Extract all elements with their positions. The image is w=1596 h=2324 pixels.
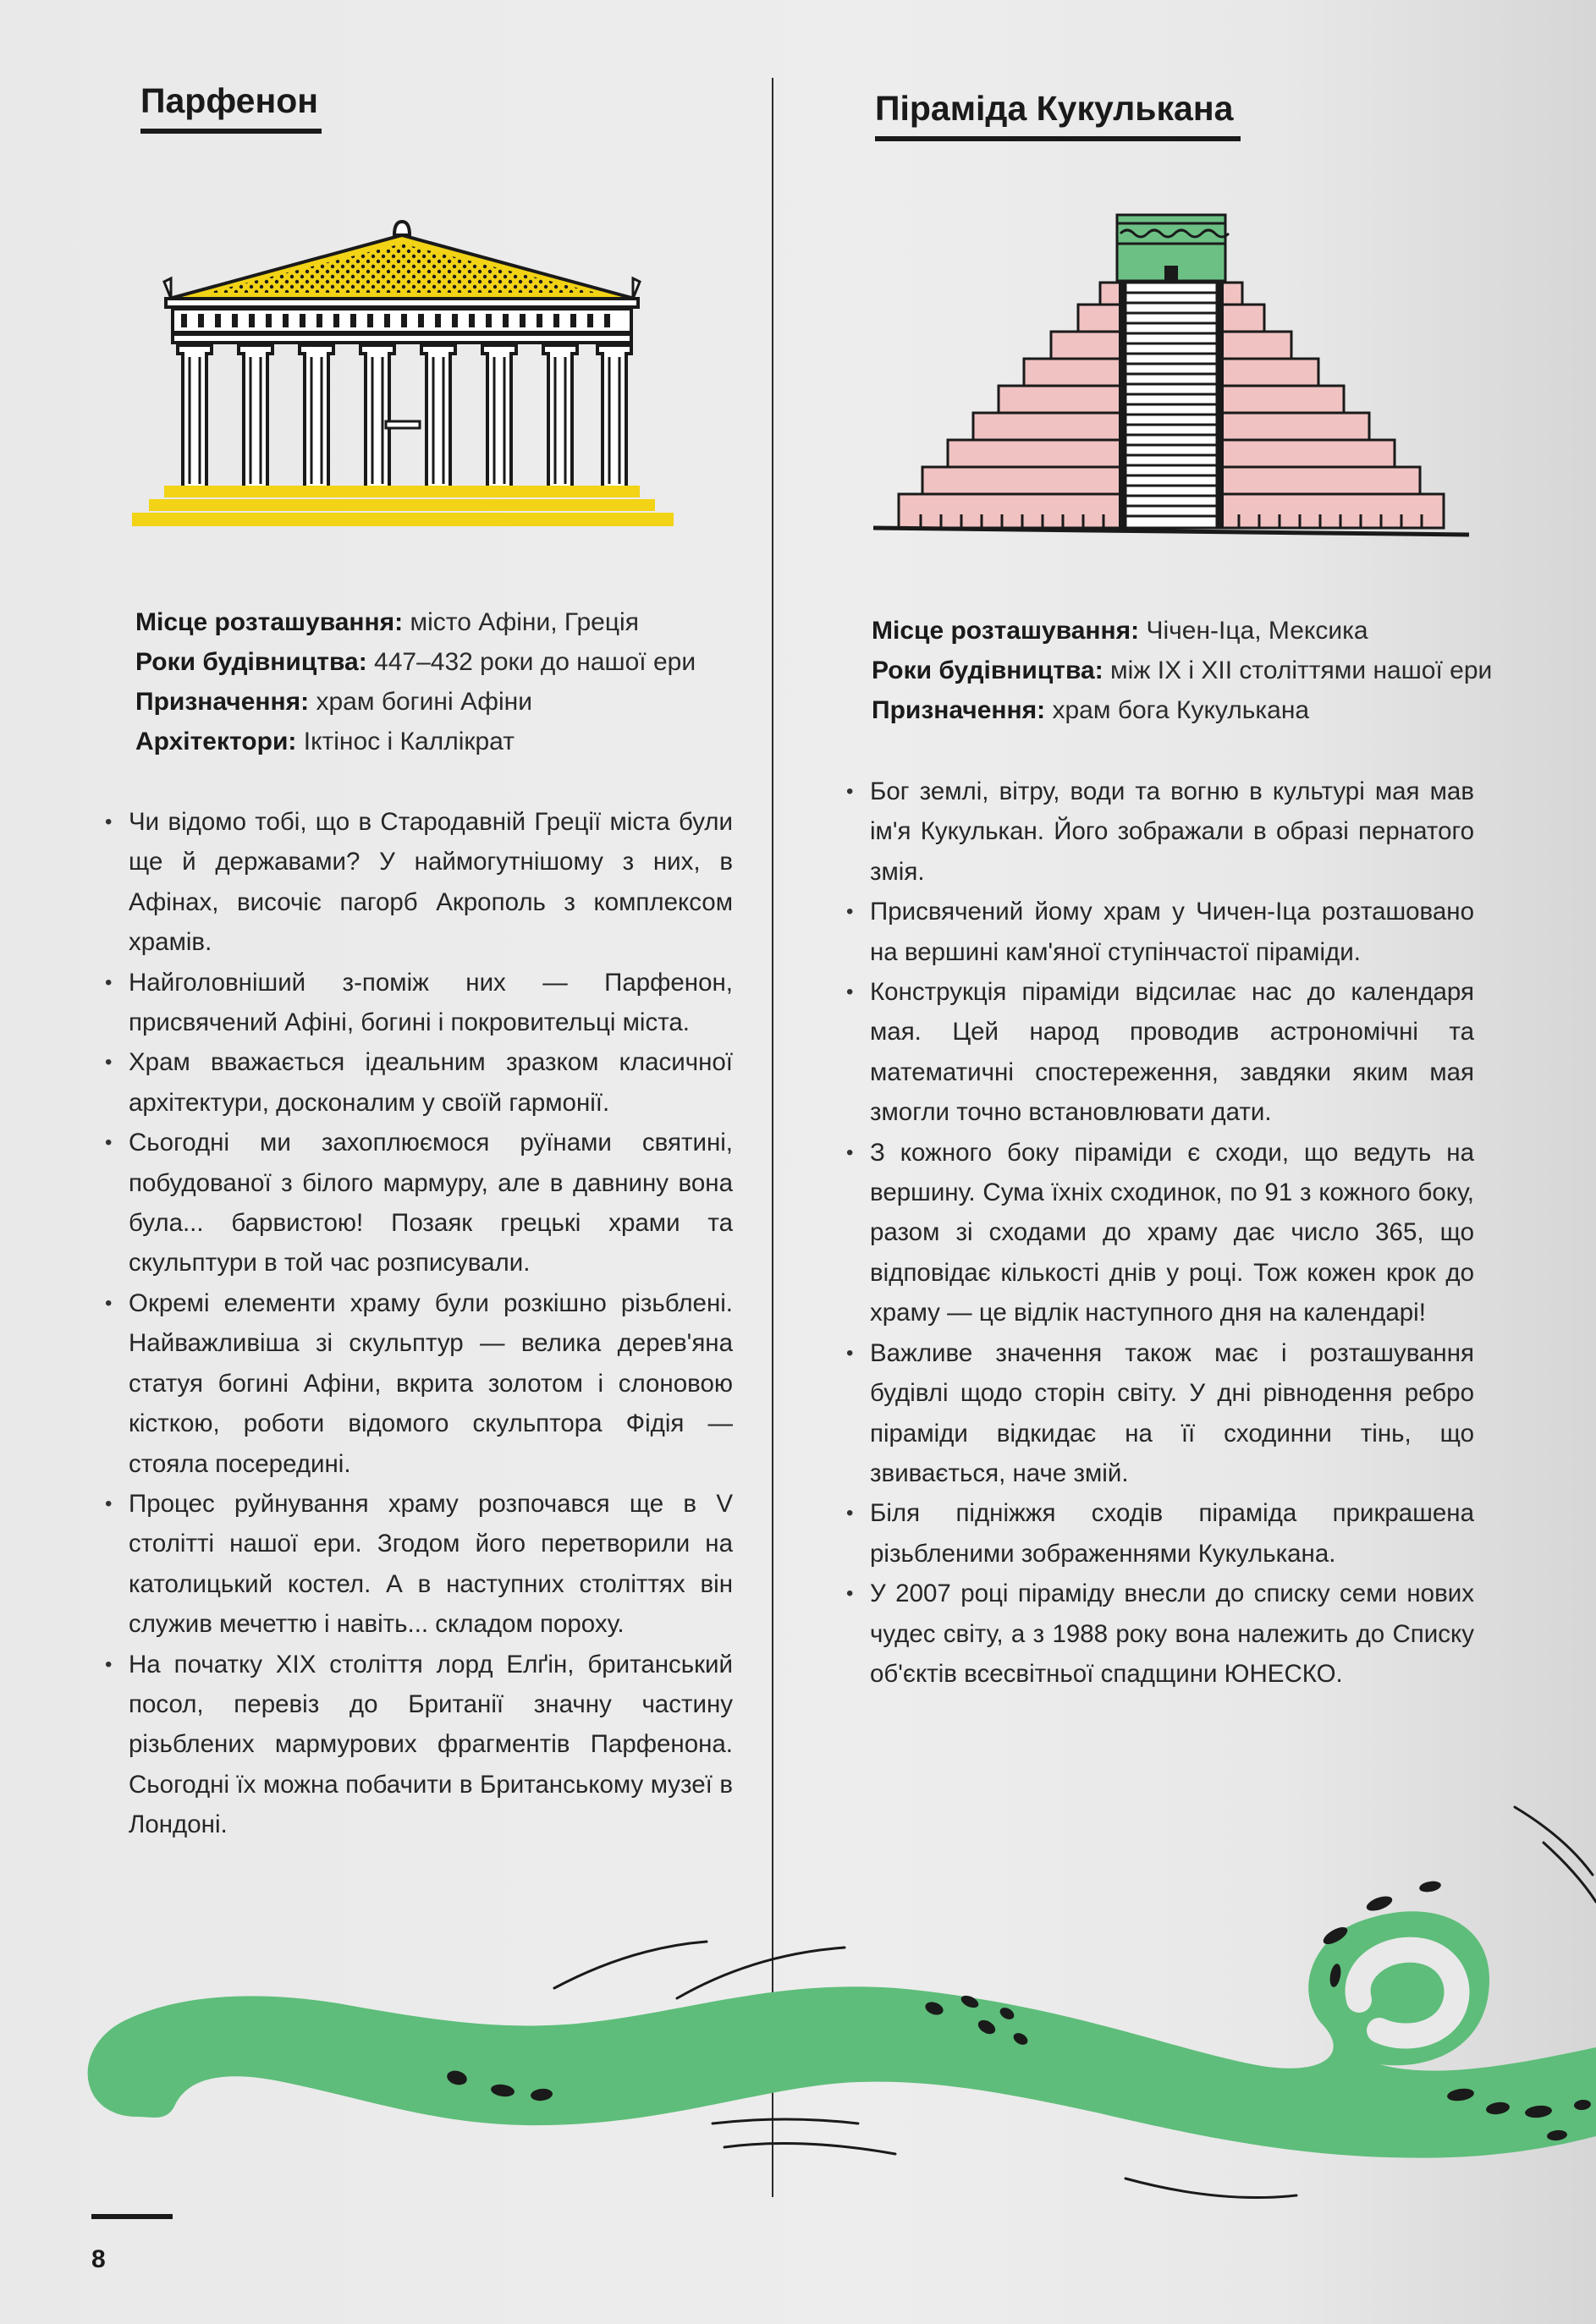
pyramid-bullets (850, 772, 1474, 1694)
parthenon-title: Парфенон (140, 81, 319, 120)
fact-years: Роки будівництва: між IX і XII століттями нашої ери (872, 657, 1493, 684)
list-item: • Окремі елементи храму були розкішно різьблені. Найважливіша зі скульптур — велика дерев'яна статуя богині Афіни, вкрита золотом і слоновою кісткою, роботи відомого скульптора Фідія — стояла посередині. (108, 1283, 733, 1484)
pyramid-facts (872, 611, 1492, 730)
list-item: • Найголовніший з-поміж них — Парфенон, присвячений Афіні, богині і покровительці міста. (108, 963, 733, 1043)
parthenon-bullets (108, 802, 733, 1845)
list-item: • На початку XIX століття лорд Елґін, британський посол, перевіз до Британії значну частину різьблених мармурових фрагментів Парфенона. Сьогодні їх можна побачити в Британському музеї в Лондоні. (108, 1645, 733, 1845)
list-item: • Конструкція піраміди відсилає нас до календаря мая. Цей народ проводив астрономічні та математичні спостереження, завдяки яким мая змогли точно встановлювати дати. (850, 972, 1474, 1133)
fact-location: Місце розташування: місто Афіни, Греція (135, 608, 639, 636)
list-item: • Сьогодні ми захоплюємося руїнами святині, побудованої з білого мармуру, але в давнину вона була... барвистою! Позаяк грецькі храми та скульптури в той час розписували. (108, 1123, 733, 1283)
page-number: 8 (91, 2245, 106, 2273)
parthenon-facts (135, 602, 696, 761)
list-item: • Біля підніжжя сходів піраміда прикрашена різьбленими зображеннями Кукулькана. (850, 1493, 1474, 1574)
fact-purpose: Призначення: храм богині Афіни (135, 688, 532, 716)
list-item: • Храм вважається ідеальним зразком класичної архітектури, досконалим у своїй гармонії. (108, 1042, 733, 1123)
pyramid-title-underline (875, 136, 1241, 141)
serpent-illustration (0, 1794, 1596, 2267)
list-item: • Процес руйнування храму розпочався ще в V столітті нашої ери. Згодом його перетворили на католицький костел. А в наступних століттях він служив мечеттю і навіть... складом пороху. (108, 1484, 733, 1645)
page-number-mark (91, 2214, 173, 2219)
list-item: • У 2007 році піраміду внесли до списку семи нових чудес світу, а з 1988 року вона належить до Списку об'єктів всесвітньої спадщини ЮНЕСКО. (850, 1574, 1474, 1694)
fact-years: Роки будівництва: 447–432 роки до нашої ери (135, 648, 696, 676)
list-item: • З кожного боку піраміди є сходи, що ведуть на вершину. Сума їхніх сходинок, по 91 з кожного боку, разом зі сходами до храму дає число 365, що відповідає кількості днів у році. Тож кожен крок до храму — це відлік наступного дня на календарі! (850, 1133, 1474, 1333)
fact-purpose: Призначення: храм бога Кукулькана (872, 696, 1310, 724)
pyramid-title: Піраміда Кукулькана (875, 89, 1234, 128)
list-item: • Бог землі, вітру, води та вогню в культурі мая мав ім'я Кукулькан. Його зображали в образі пернатого змія. (850, 772, 1474, 892)
list-item: • Присвячений йому храм у Чичен-Іца розташовано на вершині кам'яної ступінчастої піраміди. (850, 892, 1474, 972)
pyramid-illustration (870, 210, 1472, 567)
parthenon-title-underline (140, 129, 322, 134)
fact-architects: Архітектори: Іктінос і Каллікрат (135, 728, 515, 755)
fact-location: Місце розташування: Чічен-Іца, Мексика (872, 617, 1368, 645)
list-item: • Чи відомо тобі, що в Стародавній Греції міста були ще й державами? У наймогутнішому з них, в Афінах, височіє пагорб Акрополь з комплексом храмів. (108, 802, 733, 963)
list-item: • Важливе значення також має і розташування будівлі щодо сторін світу. У дні рівнодення ребро піраміди відкидає на її сходинни тінь, що звивається, наче змій. (850, 1333, 1474, 1494)
parthenon-illustration (127, 193, 677, 555)
